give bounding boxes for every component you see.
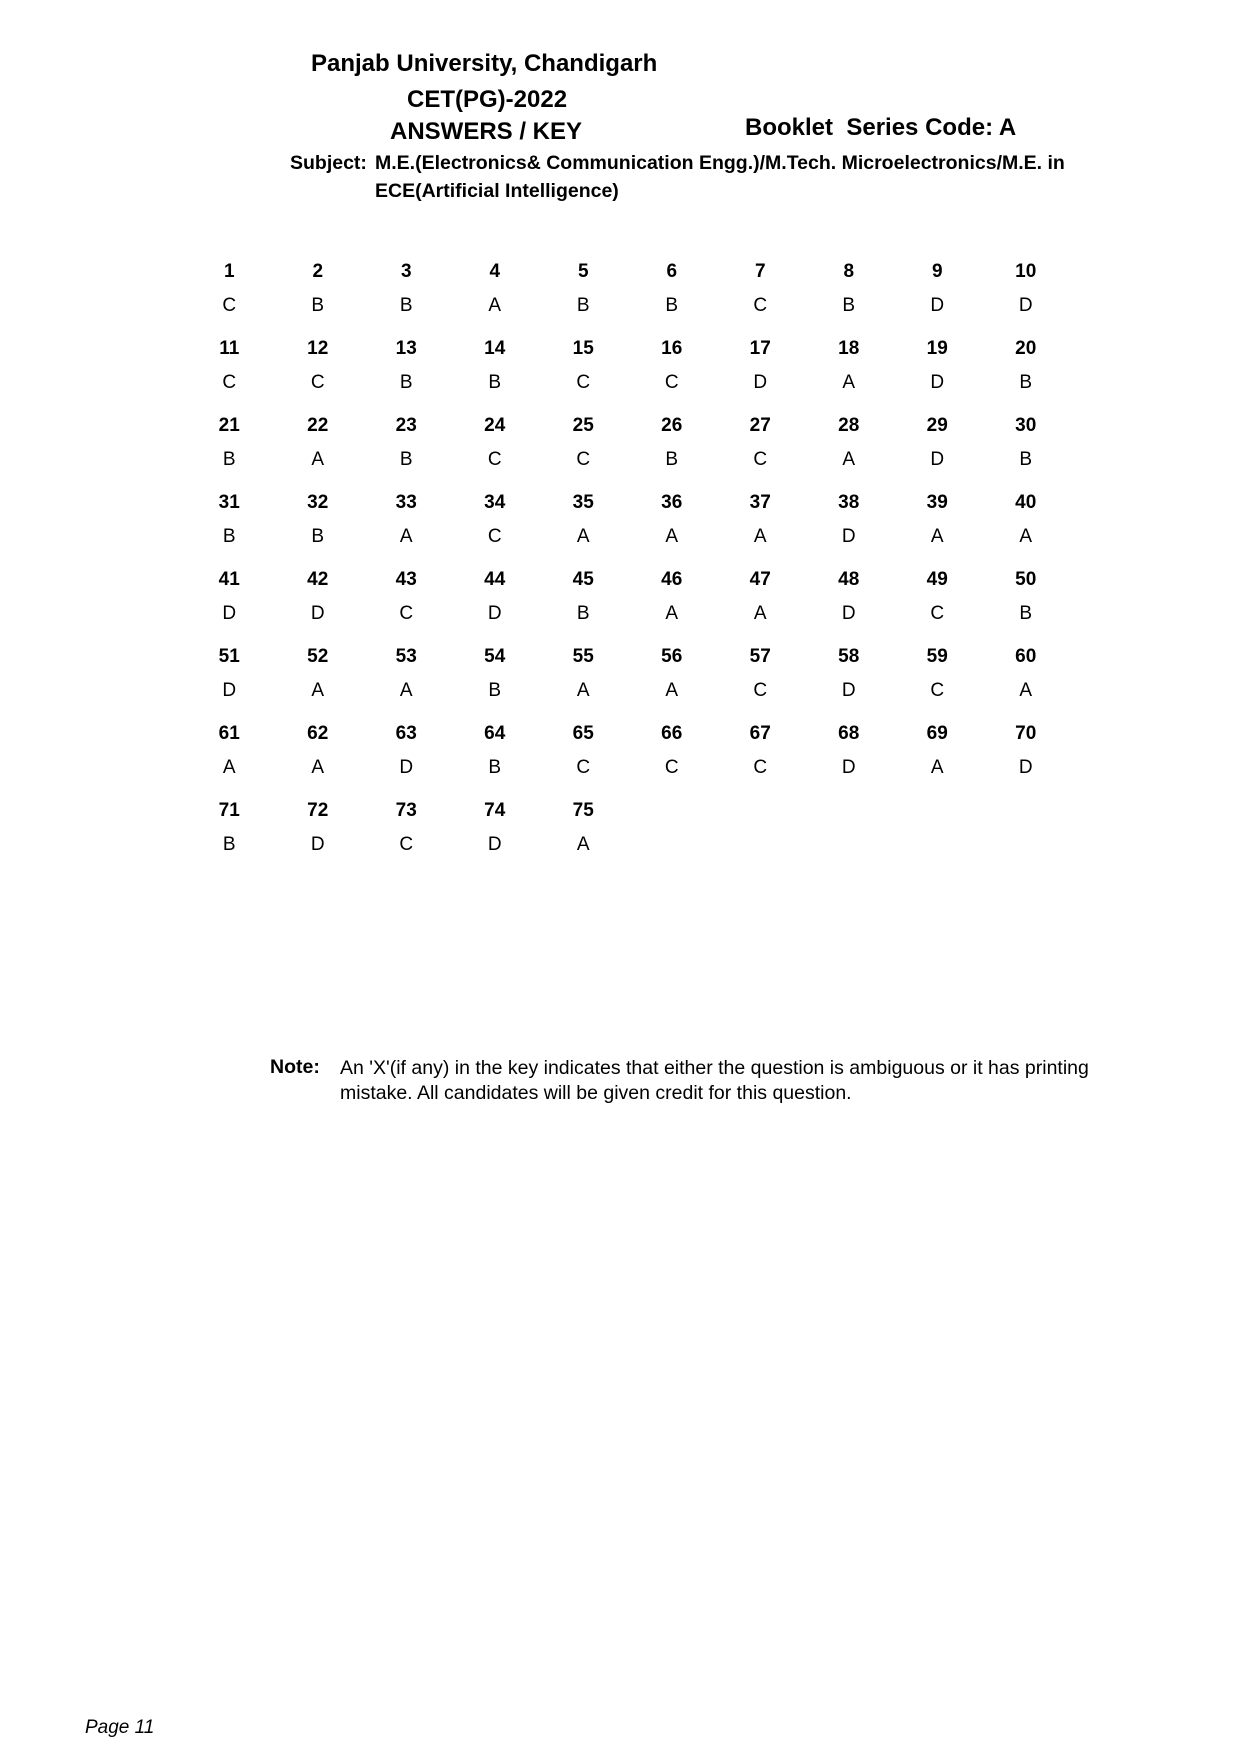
question-number: 3 [400,261,412,282]
question-number: 19 [926,338,948,359]
question-number: 29 [926,415,948,436]
answer-option: B [488,757,502,778]
answer-row-values [185,294,1085,318]
answer-block [185,491,1085,568]
answer-option: B [222,526,236,547]
answer-block [185,414,1085,491]
answer-option: D [841,526,856,547]
answer-option: C [222,295,237,316]
answer-option: D [310,603,325,624]
page-number: Page 11 [85,1717,155,1738]
answer-option: B [576,603,590,624]
question-number: 18 [838,338,860,359]
answer-option: D [399,757,414,778]
answer-option: D [487,834,502,855]
answer-option: C [576,757,591,778]
question-number: 31 [218,492,240,513]
answer-key-grid [185,260,1085,876]
question-number: 67 [749,723,771,744]
question-number: 23 [395,415,417,436]
question-number: 54 [484,646,506,667]
answer-row [185,799,1085,833]
answer-option: B [311,526,325,547]
question-number: 1 [223,261,235,282]
answer-row-values [185,756,1085,780]
answer-option: B [488,372,502,393]
question-number: 42 [307,569,329,590]
question-number: 70 [1015,723,1037,744]
answer-option: A [665,603,679,624]
answer-option: A [842,449,856,470]
subject-line-1: M.E.(Electronics& Communication Engg.)/M.Tech. Microelectronics/M.E. in [375,152,1065,174]
answer-option: C [576,372,591,393]
answer-option: A [665,526,679,547]
answer-option: A [665,680,679,701]
answer-row-values [185,679,1085,703]
answer-option: D [841,603,856,624]
answer-option: B [1019,603,1033,624]
answer-block [185,568,1085,645]
answer-block [185,337,1085,414]
note-text: An 'X'(if any) in the key indicates that either the question is ambiguous or it has printing mistake. All candidates will be given credit for this question. [340,1057,1089,1104]
answer-option: B [222,834,236,855]
answer-option: B [665,295,679,316]
answer-option: B [399,372,413,393]
answer-option: D [753,372,768,393]
answer-option: C [222,372,237,393]
question-number: 2 [312,261,324,282]
question-number: 47 [749,569,771,590]
answer-row-values [185,602,1085,626]
answer-option: C [310,372,325,393]
question-number: 14 [484,338,506,359]
subject-label: Subject: [290,152,367,174]
answer-option: C [664,372,679,393]
answer-option: D [310,834,325,855]
answer-option: C [753,295,768,316]
answer-row-values [185,833,1085,857]
answer-row-values [185,525,1085,549]
question-number: 50 [1015,569,1037,590]
answer-option: A [576,680,590,701]
question-number: 61 [218,723,240,744]
subject-line-2: ECE(Artificial Intelligence) [375,180,619,202]
answer-option: C [664,757,679,778]
answer-option: B [222,449,236,470]
answer-option: D [841,680,856,701]
answer-option: B [488,680,502,701]
question-number: 16 [661,338,683,359]
answer-block [185,799,1085,876]
answer-block [185,722,1085,799]
answer-option: C [753,449,768,470]
question-number: 32 [307,492,329,513]
question-number: 57 [749,646,771,667]
question-number: 4 [489,261,501,282]
question-number: 49 [926,569,948,590]
question-number: 13 [395,338,417,359]
question-number: 58 [838,646,860,667]
question-number: 8 [843,261,855,282]
answer-option: D [222,603,237,624]
answer-row [185,722,1085,756]
exam-title: CET(PG)-2022 [407,86,568,113]
answer-row-values [185,371,1085,395]
answer-option: D [1018,295,1033,316]
answer-key-title: ANSWERS / KEY [390,118,583,145]
question-number: 68 [838,723,860,744]
question-number: 71 [218,800,240,821]
question-number: 69 [926,723,948,744]
answer-option: C [753,680,768,701]
question-number: 53 [395,646,417,667]
answer-block [185,645,1085,722]
question-number: 7 [754,261,766,282]
answer-option: C [930,680,945,701]
question-number: 55 [572,646,594,667]
answer-option: C [576,449,591,470]
answer-option: A [311,449,325,470]
answer-option: A [930,757,944,778]
answer-option: B [576,295,590,316]
answer-option: B [311,295,325,316]
question-number: 60 [1015,646,1037,667]
question-number: 45 [572,569,594,590]
question-number: 44 [484,569,506,590]
question-number: 43 [395,569,417,590]
question-number: 41 [218,569,240,590]
question-number: 15 [572,338,594,359]
question-number: 38 [838,492,860,513]
answer-option: C [399,603,414,624]
question-number: 21 [218,415,240,436]
note-label: Note: [270,1056,320,1078]
question-number: 9 [931,261,943,282]
question-number: 46 [661,569,683,590]
question-number: 64 [484,723,506,744]
answer-option: B [842,295,856,316]
question-number: 33 [395,492,417,513]
answer-option: A [311,757,325,778]
answer-option: A [488,295,502,316]
answer-row [185,645,1085,679]
answer-option: D [841,757,856,778]
question-number: 40 [1015,492,1037,513]
question-number: 30 [1015,415,1037,436]
answer-option: C [487,449,502,470]
answer-option: A [576,834,590,855]
answer-option: D [930,372,945,393]
question-number: 22 [307,415,329,436]
question-number: 59 [926,646,948,667]
question-number: 36 [661,492,683,513]
question-number: 28 [838,415,860,436]
question-number: 5 [577,261,589,282]
question-number: 73 [395,800,417,821]
answer-option: A [842,372,856,393]
answer-option: A [576,526,590,547]
answer-option: B [399,449,413,470]
question-number: 35 [572,492,594,513]
question-number: 52 [307,646,329,667]
answer-option: D [930,295,945,316]
question-number: 74 [484,800,506,821]
answer-row [185,337,1085,371]
answer-row [185,414,1085,448]
answer-option: B [1019,449,1033,470]
question-number: 75 [572,800,594,821]
question-number: 27 [749,415,771,436]
answer-option: A [311,680,325,701]
answer-option: B [1019,372,1033,393]
answer-option: D [222,680,237,701]
answer-option: D [1018,757,1033,778]
booklet-series-code: Booklet Series Code: A [745,114,1017,141]
answer-option: C [930,603,945,624]
question-number: 37 [749,492,771,513]
answer-option: D [930,449,945,470]
answer-option: A [222,757,236,778]
answer-option: A [1019,680,1033,701]
university-title: Panjab University, Chandigarh [311,50,658,77]
answer-option: C [399,834,414,855]
answer-option: B [665,449,679,470]
question-number: 20 [1015,338,1037,359]
answer-block [185,260,1085,337]
answer-option: A [930,526,944,547]
question-number: 72 [307,800,329,821]
answer-option: C [487,526,502,547]
question-number: 24 [484,415,506,436]
answer-row [185,260,1085,294]
question-number: 66 [661,723,683,744]
answer-option: A [399,526,413,547]
question-number: 34 [484,492,506,513]
question-number: 26 [661,415,683,436]
answer-row-values [185,448,1085,472]
question-number: 51 [218,646,240,667]
answer-option: D [487,603,502,624]
question-number: 6 [666,261,678,282]
question-number: 17 [749,338,771,359]
question-number: 11 [219,338,240,359]
question-number: 25 [572,415,594,436]
question-number: 65 [572,723,594,744]
answer-option: A [753,526,767,547]
answer-option: A [1019,526,1033,547]
answer-option: A [753,603,767,624]
answer-option: C [753,757,768,778]
question-number: 10 [1015,261,1037,282]
question-number: 12 [307,338,329,359]
question-number: 62 [307,723,329,744]
question-number: 56 [661,646,683,667]
question-number: 48 [838,569,860,590]
answer-option: A [399,680,413,701]
question-number: 63 [395,723,417,744]
answer-row [185,568,1085,602]
question-number: 39 [926,492,948,513]
answer-option: B [399,295,413,316]
answer-row [185,491,1085,525]
